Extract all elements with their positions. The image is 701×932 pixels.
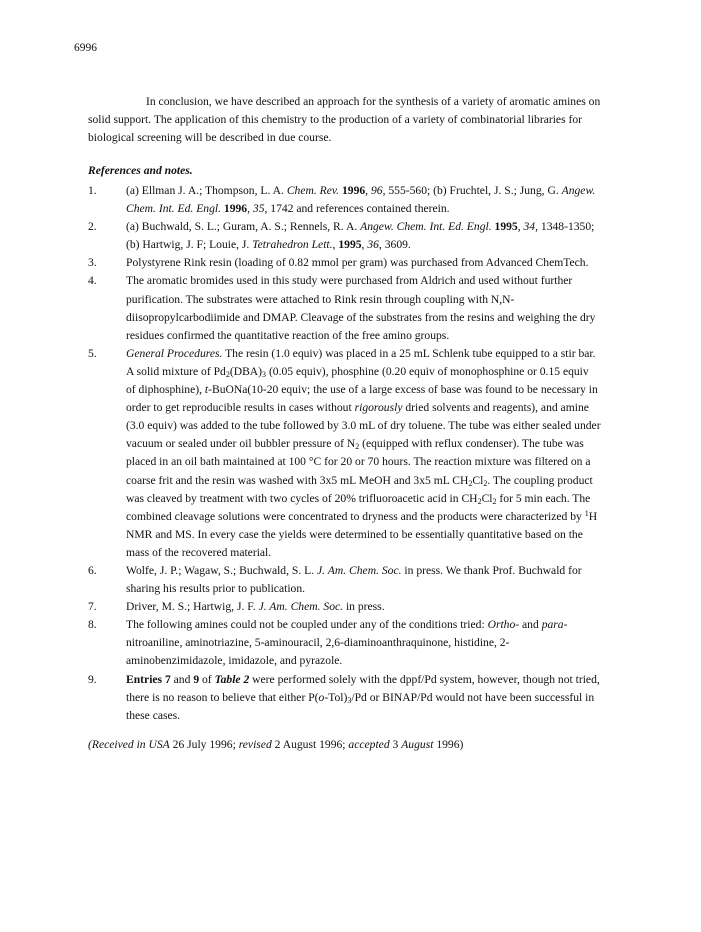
- reference-number: 6.: [88, 563, 97, 577]
- reference-number: 2.: [88, 220, 97, 234]
- received-dates: (Received in USA 26 July 1996; revised 2 August 1996; accepted 3 August 1996): [88, 738, 464, 751]
- reference-number: 7.: [88, 600, 97, 614]
- reference-item: [88, 272, 628, 344]
- reference-item: [88, 218, 628, 254]
- reference-item: [88, 671, 628, 725]
- references-list: [88, 182, 628, 725]
- reference-number: 9.: [88, 672, 97, 686]
- reference-item: [88, 562, 628, 598]
- reference-item: [88, 598, 628, 616]
- reference-item: [88, 182, 628, 218]
- reference-number: 3.: [88, 256, 97, 270]
- reference-number: 4.: [88, 274, 97, 288]
- references-heading: References and notes.: [88, 164, 193, 177]
- reference-text: Driver, M. S.; Hartwig, J. F. J. Am. Chem. Soc. in press.: [126, 600, 385, 614]
- reference-text: Polystyrene Rink resin (loading of 0.82 mmol per gram) was purchased from Advanced ChemTech.: [126, 256, 589, 270]
- reference-text: General Procedures. The resin (1.0 equiv) was placed in a 25 mL Schlenk tube equipped to a stir bar. A solid mixture of $Pd_2(DBA)_3$ (0.05 equiv), phosphine (0.20 equiv of monophosphine or 0.15 equiv of diphosphine), t-BuONa(10-20 equiv; the use of a large excess of base was found to be necessary in order to get reproducible results in cases without rigorously dried solvents and reagents), and amine (3.0 equiv) was added to the tube followed by 3.0 mL of dry toluene. The tube was either sealed under vacuum or sealed under oil bubbler pressure of $N_2$ (equipped with reflux condenser). The tube was placed in an oil bath maintained at 100 °C for 20 or 70 hours. The reaction mixture was filtered on a coarse frit and the resin was washed with 3x5 mL MeOH and 3x5 mL $CH_2Cl_2$. The coupling product was cleaved by treatment with two cycles of 20% trifluoroacetic acid in $CH_2Cl_2$ for 5 min each. The combined cleavage solutions were concentrated to dryness and the products were characterized by $^1$H NMR and MS. In every case the yields were determined to be essentially quantitative based on the mass of the recovered material.: [126, 346, 601, 559]
- reference-text: (a) Buchwald, S. L.; Guram, A. S.; Rennels, R. A. Angew. Chem. Int. Ed. Engl. 1995, 34, 1348-1350; (b) Hartwig, J. F; Louie, J. Tetrahedron Lett., 1995, 36, 3609.: [126, 220, 595, 252]
- reference-text: (a) Ellman J. A.; Thompson, L. A. Chem. Rev. 1996, 96, 555-560; (b) Fruchtel, J. S.; Jung, G. Angew. Chem. Int. Ed. Engl. 1996, 35, 1742 and references contained therein.: [126, 184, 596, 216]
- conclusion-line: biological screening will be described in due course.: [88, 131, 332, 144]
- reference-item: [88, 345, 628, 562]
- reference-number: 1.: [88, 184, 97, 197]
- reference-item: [88, 254, 628, 272]
- reference-text: Entries 7 and 9 of Table 2 were performed solely with the dppf/Pd system, however, though not tried, there is no reason to believe that either $P(o-Tol)_3/Pd$ or BINAP/Pd would not have been successful in these cases.: [126, 672, 600, 722]
- reference-text: The following amines could not be coupled under any of the conditions tried: Ortho- and para- nitroaniline, aminotriazine, 5-aminouracil, 2,6-diaminoanthraquinone, histidine, 2- aminobenzimidazole, imidazole, and pyrazole.: [126, 618, 568, 668]
- conclusion-line: In conclusion, we have described an approach for the synthesis of a variety of aromatic amines on: [146, 95, 601, 108]
- reference-text: The aromatic bromides used in this study were purchased from Aldrich and used without further purification. The substrates were attached to Rink resin through coupling with N,N- diisopropylcarbodiimide and DMAP. Cleavage of the substrates from the resins and weighing the dry residues confirmed the quantitative reaction of the free amino groups.: [126, 274, 596, 342]
- conclusion-paragraph: [88, 93, 626, 147]
- reference-number: 5.: [88, 346, 97, 360]
- conclusion-line: solid support. The application of this chemistry to the production of a variety of combinatorial libraries for: [88, 113, 583, 126]
- reference-item: [88, 616, 628, 670]
- reference-text: Wolfe, J. P.; Wagaw, S.; Buchwald, S. L. J. Am. Chem. Soc. in press. We thank Prof. Buchwald for sharing his results prior to publication.: [126, 563, 582, 596]
- page-number: 6996: [74, 42, 97, 54]
- reference-number: 8.: [88, 618, 97, 632]
